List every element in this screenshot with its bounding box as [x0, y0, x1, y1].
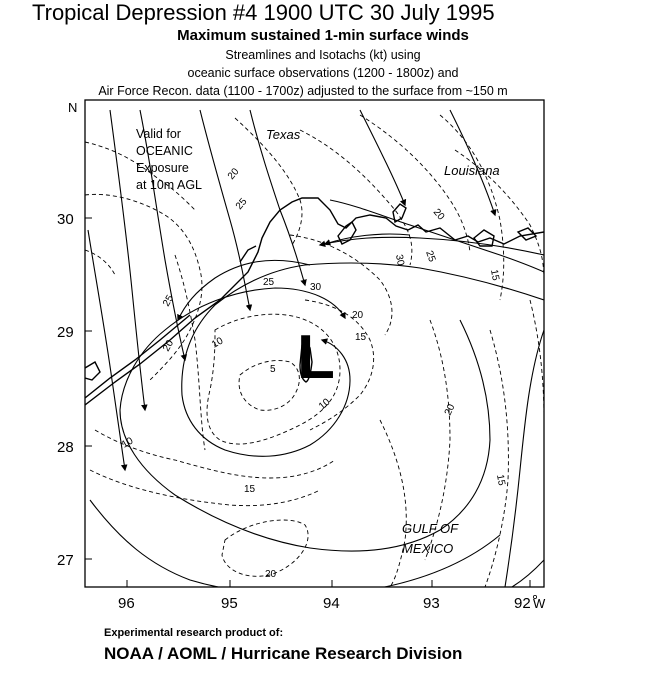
credit-organization: NOAA / AOML / Hurricane Research Division [104, 644, 463, 663]
credit-intro: Experimental research product of: [104, 627, 284, 639]
isotach-label: 20 [225, 166, 242, 182]
lat-tick-27: 27 [57, 552, 74, 569]
valid-note-line-3: Exposure [136, 161, 189, 175]
isotach-label: 30 [393, 253, 406, 267]
description-line-1: Streamlines and Isotachs (kt) using [225, 48, 421, 62]
isotach-label: 15 [494, 473, 507, 487]
map-title: Tropical Depression #4 1900 UTC 30 July 1995 [32, 0, 495, 25]
lon-tick-93: 93 [423, 595, 440, 612]
lon-tick-92: 92 [514, 595, 531, 612]
valid-note-line-4: at 10m AGL [136, 178, 203, 192]
valid-note-line-1: Valid for [136, 127, 181, 141]
isotach-label: 15 [488, 268, 501, 282]
isotach-label: 15 [244, 484, 256, 495]
isotach-label: 25 [233, 196, 250, 212]
isotach-label: 10 [316, 396, 333, 413]
low-pressure-center-symbol: L [297, 323, 335, 392]
region-label-louisiana: Louisiana [444, 163, 500, 178]
west-label: W [533, 596, 546, 611]
isotach-label: 20 [442, 402, 458, 418]
isotach-label: 10 [210, 335, 226, 351]
lon-tick-95: 95 [221, 595, 238, 612]
isotach-label: 20 [352, 310, 364, 321]
lon-tick-96: 96 [118, 595, 135, 612]
isotach-label: 10 [120, 435, 136, 451]
isotach-label: 30 [310, 282, 322, 293]
description-line-2: oceanic surface observations (1200 - 1800z) and [187, 66, 459, 80]
region-label-texas: Texas [266, 127, 301, 142]
isotach-label: 15 [355, 332, 367, 343]
isotach-label: 25 [423, 249, 438, 264]
region-label-gulf-1: GULF OF [402, 521, 459, 536]
region-label-gulf-2: MEXICO [402, 541, 454, 556]
isotach-label: 20 [161, 338, 177, 354]
isotach-label: 25 [161, 293, 177, 309]
isotach-label: 25 [263, 277, 275, 288]
lat-tick-30: 30 [57, 211, 74, 228]
valid-note-line-2: OCEANIC [136, 144, 193, 158]
lat-tick-29: 29 [57, 324, 74, 341]
isotach-label: 20 [430, 206, 447, 223]
description-line-3: Air Force Recon. data (1100 - 1700z) adjusted to the surface from ~150 m [98, 84, 508, 98]
isotach-label: 20 [265, 569, 277, 580]
map-subtitle: Maximum sustained 1-min surface winds [177, 27, 469, 44]
lat-tick-28: 28 [57, 439, 74, 456]
lon-tick-94: 94 [323, 595, 340, 612]
isotach-label: 5 [270, 364, 276, 375]
north-label: N [68, 100, 78, 115]
